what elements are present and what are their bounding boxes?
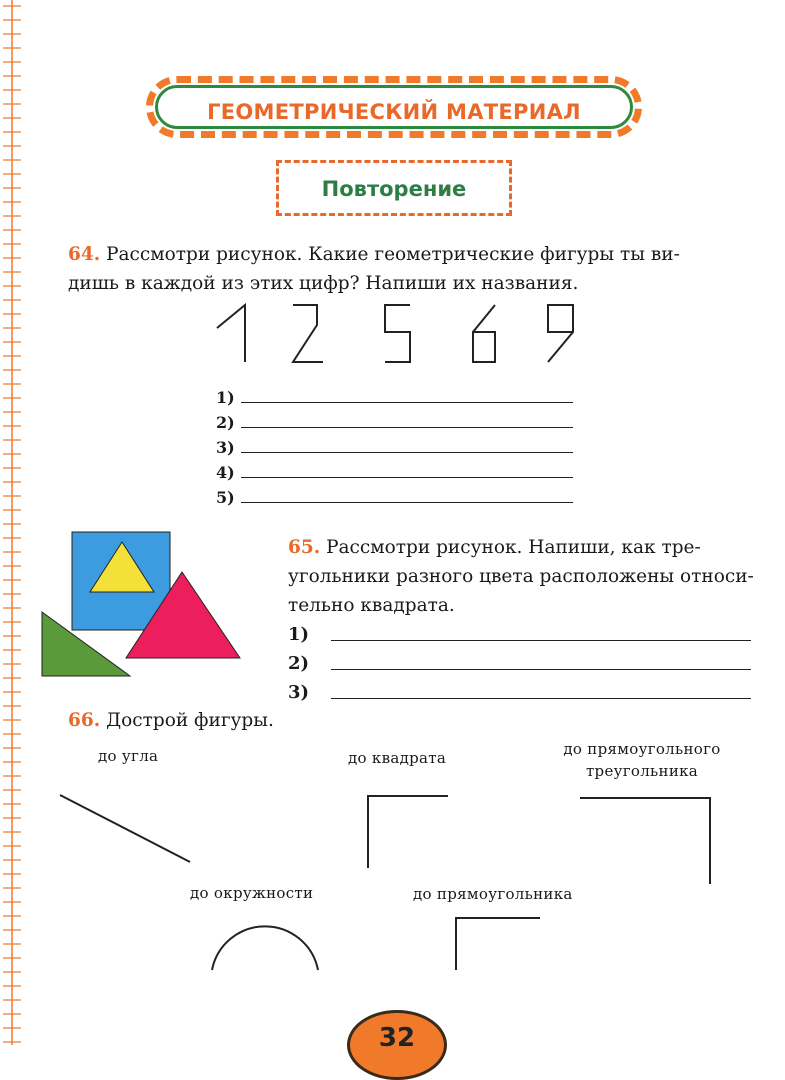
label-angle: до угла [98,747,159,765]
task-64-line2: дишь в каждой из этих цифр? Напиши их названия. [68,273,579,294]
digit-1-figure [217,305,245,362]
answer-line[interactable] [331,669,751,670]
section-banner [146,76,642,138]
answer-line[interactable] [331,698,751,699]
answer-row: 2) [288,645,751,674]
task-65-text [288,533,758,620]
answer-row: 3) [288,674,751,703]
label-circle: до окружности [190,884,314,902]
answer-line[interactable] [331,640,751,641]
page-number: 32 [378,1023,416,1053]
answer-line[interactable] [241,452,573,453]
section-title: ГЕОМЕТРИЧЕСКИЙ МАТЕРИАЛ [207,100,581,124]
answer-row: 4) [216,457,573,482]
subsection-box [276,160,512,216]
label-rectangle: до прямоугольника [413,885,573,903]
page-number-badge [347,1010,447,1080]
task-64-line1: Рассмотри рисунок. Какие геометрические фигуры ты ви- [106,244,680,265]
answer-line[interactable] [241,427,573,428]
digit-figures [205,300,590,370]
task-65-line2: угольники разного цвета расположены относи- [288,566,754,587]
label-square: до квадрата [348,749,447,767]
task-65-figure [38,528,244,680]
digit-6-figure [473,305,495,362]
answer-line[interactable] [241,402,573,403]
task-66-number: 66. [68,710,101,731]
answer-row: 1) [216,382,573,407]
answer-row: 1) [288,616,751,645]
subsection-title: Повторение [321,177,467,201]
digit-9-figure [548,305,573,362]
answer-row: 2) [216,407,573,432]
task-64-number: 64. [68,244,101,265]
rectangle-start [456,918,540,970]
task-66-text [68,706,274,735]
semicircle-arc [212,926,318,970]
task-64-text [68,240,758,298]
task-66-instruction: Дострой фигуры. [106,710,274,731]
task-64-answers [216,382,573,507]
task-65-line1: Рассмотри рисунок. Напиши, как тре- [326,537,701,558]
answer-row: 3) [216,432,573,457]
right-triangle-start [580,798,710,884]
square-start [368,796,448,868]
digit-2-figure [293,305,323,362]
angle-segment [60,795,190,862]
answer-row: 5) [216,482,573,507]
task-65-number: 65. [288,537,321,558]
digit-5-figure [385,305,410,362]
task-65-answers [288,616,751,703]
label-right-triangle: до прямоугольного треугольника [563,740,721,780]
task-65-line3: тельно квадрата. [288,595,455,616]
answer-line[interactable] [241,477,573,478]
task-66-drawings [0,780,785,980]
answer-line[interactable] [241,502,573,503]
